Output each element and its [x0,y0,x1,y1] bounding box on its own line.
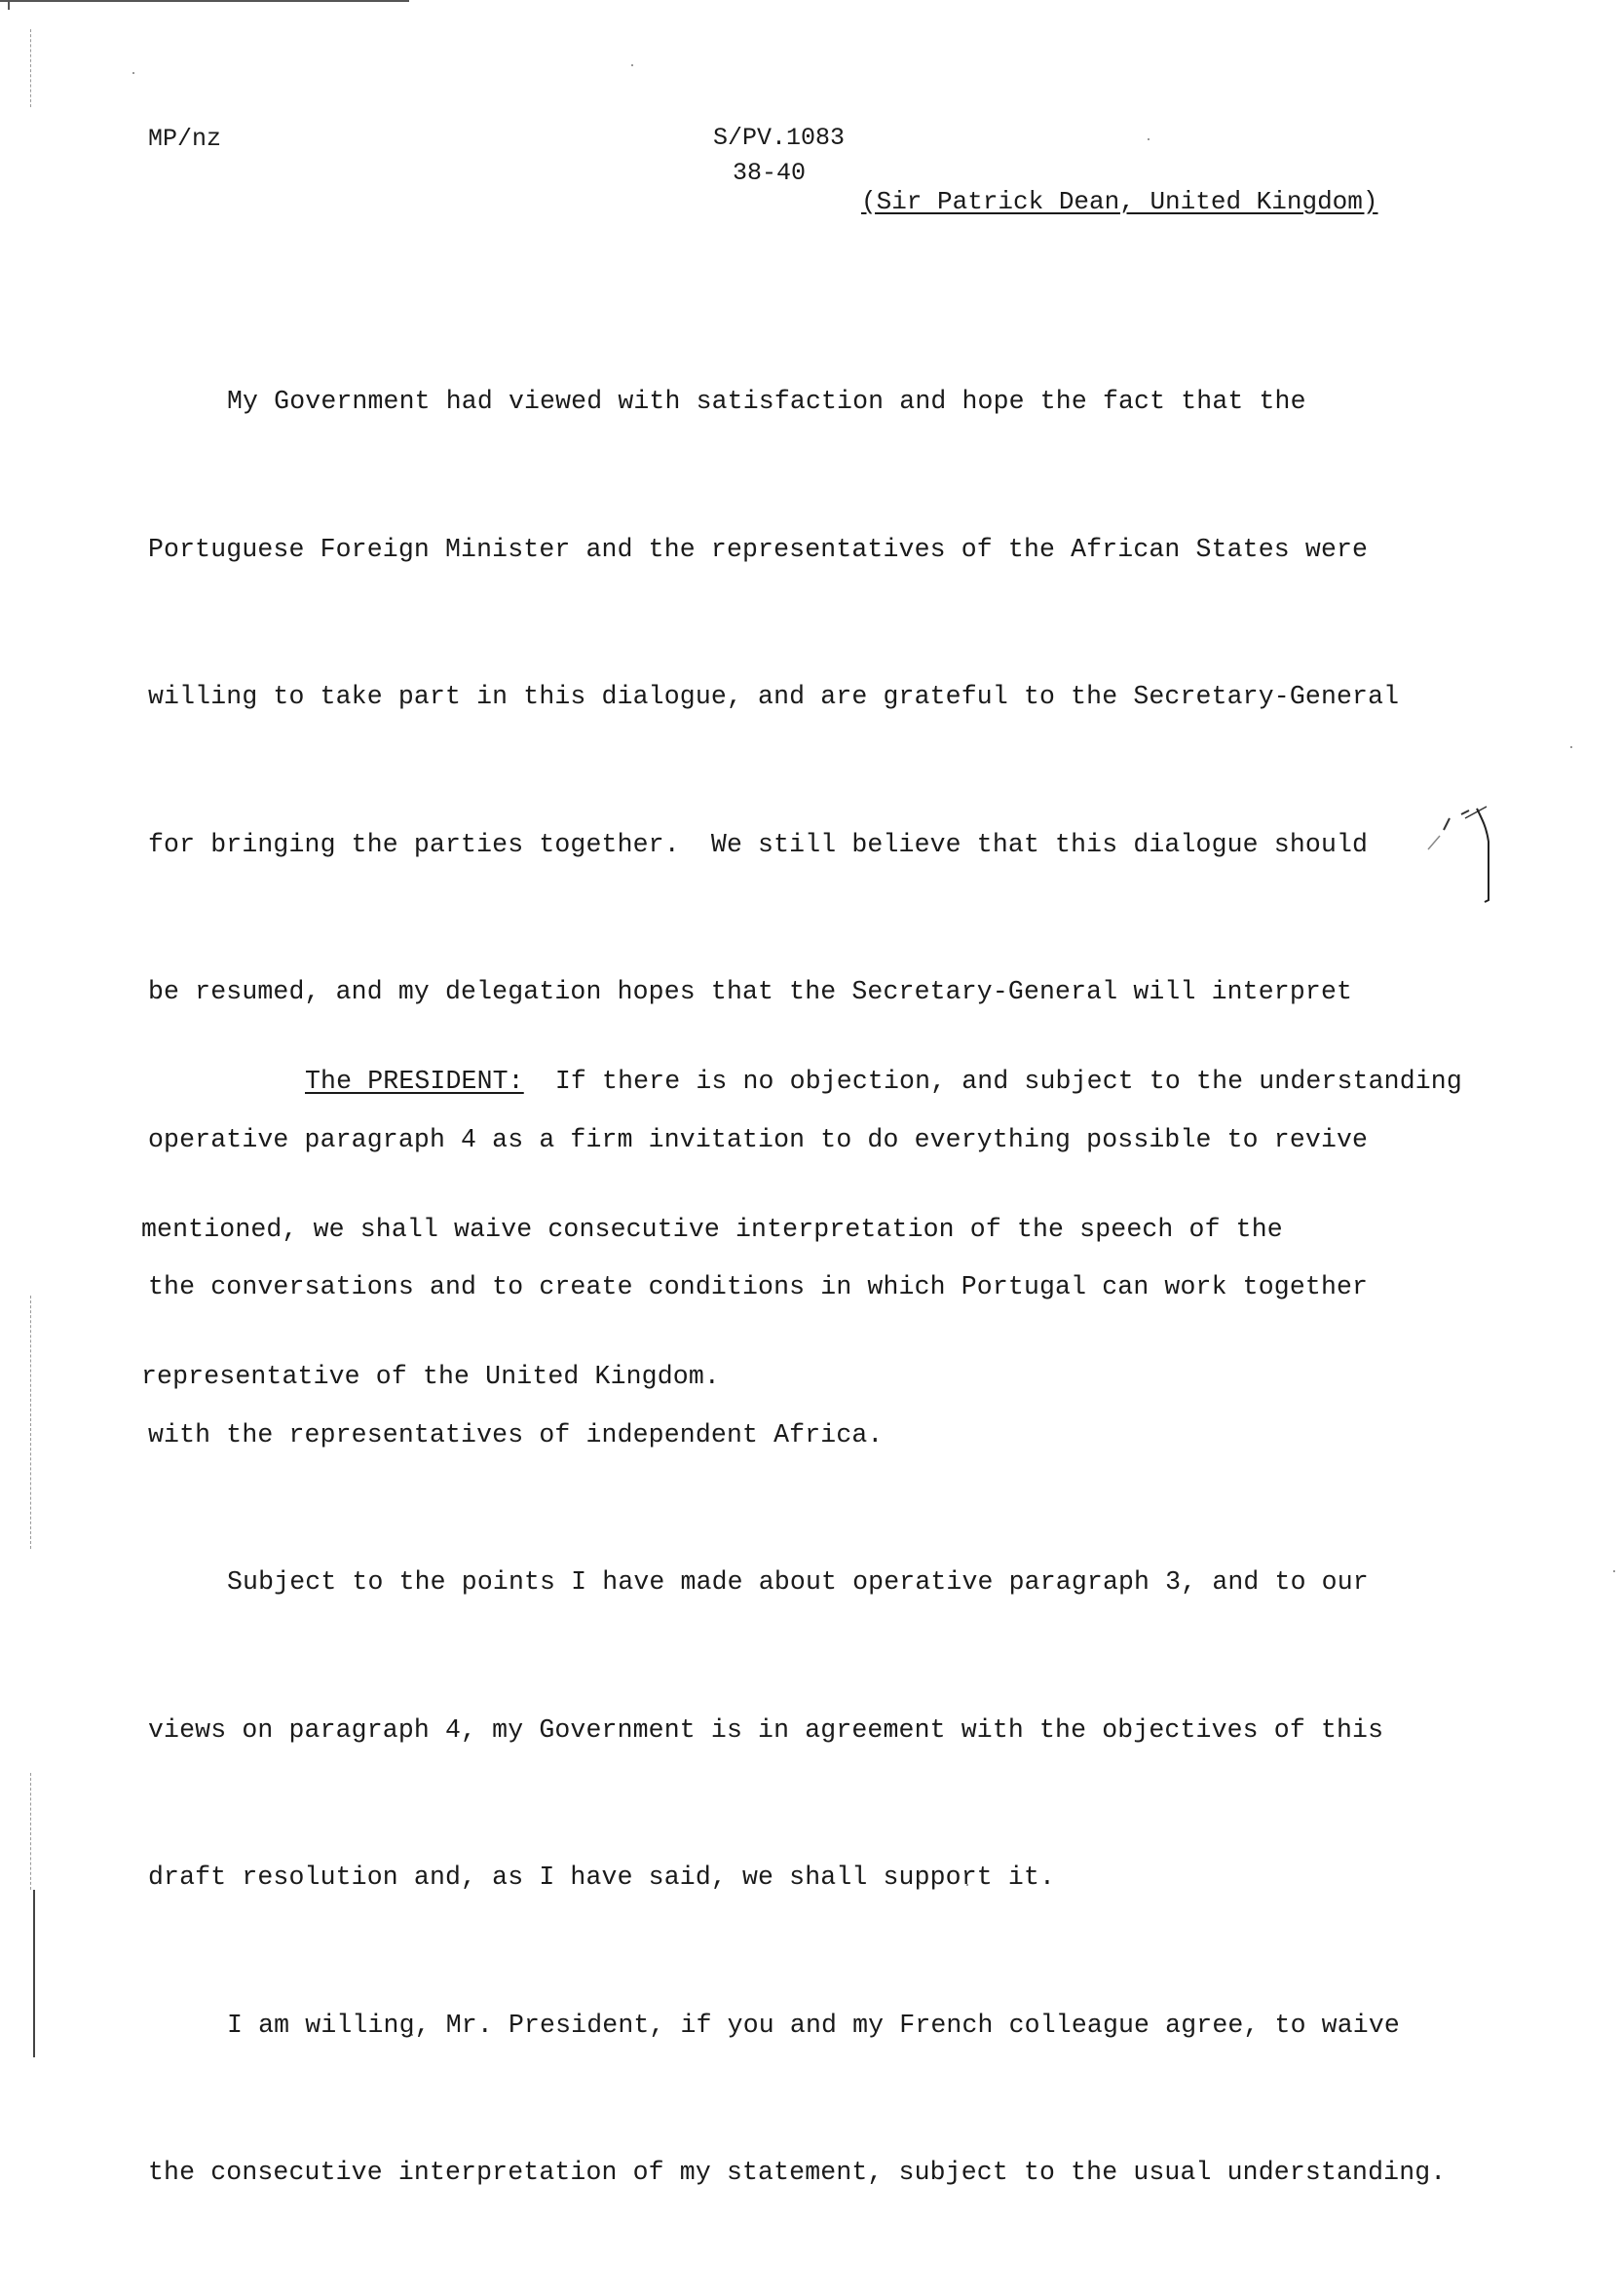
body-line: willing to take part in this dialogue, and are grateful to the Secretary-General [148,682,1400,711]
president-line: mentioned, we shall waive consecutive interpretation of the speech of the [141,1214,1283,1244]
scan-dots [30,1773,31,1890]
body-line: Subject to the points I have made about operative paragraph 3, and to our [227,1567,1369,1597]
scan-speck [631,64,633,66]
speaker-name: (Sir Patrick Dean, United Kingdom) [861,187,1378,216]
body-line: the conversations and to create conditions in which Portugal can work together [148,1272,1369,1301]
body-line: with the representatives of independent Africa. [148,1419,884,1449]
body-line: be resumed, and my delegation hopes that the Secretary-General will interpret [148,977,1353,1006]
scan-speck [132,72,134,74]
president-first-line [141,1057,1554,1107]
president-label: The PRESIDENT: [305,1067,524,1096]
reference-initials: MP/nz [148,125,222,153]
body-line: I am willing, Mr. President, if you and my French colleague agree, to waive [227,2010,1400,2040]
scan-dots [30,29,31,107]
page-range: 38-40 [733,159,807,187]
scan-speck [1148,138,1150,140]
scan-border-top [0,0,409,2]
body-line: Portuguese Foreign Minister and the representatives of the African States were [148,534,1369,564]
handwritten-bracket-mark [1426,799,1504,916]
president-statement [141,959,1554,1500]
document-symbol: S/PV.1083 [713,124,846,152]
body-line: the consecutive interpretation of my statement, subject to the usual understanding. [148,2158,1447,2187]
president-line: If there is no objection, and subject to the understanding [523,1067,1462,1096]
scan-mark [8,0,10,10]
scan-speck [1613,1570,1615,1572]
body-line: My Government had viewed with satisfaction and hope the fact that the [227,387,1306,416]
document-symbol-block [713,121,845,191]
body-line: views on paragraph 4, my Government is in agreement with the objectives of this [148,1714,1384,1745]
body-line: draft resolution and, as I have said, we shall support it. [148,1863,1056,1892]
speaker-attribution [861,187,1378,216]
body-line: operative paragraph 4 as a firm invitation to do everything possible to revive [148,1124,1369,1154]
scan-dots [30,1296,31,1549]
scan-edge [33,1890,35,2057]
body-line: for bringing the parties together. We still believe that this dialogue should [148,829,1369,859]
president-line: representative of the United Kingdom. [141,1362,720,1391]
scan-speck [1570,746,1572,748]
